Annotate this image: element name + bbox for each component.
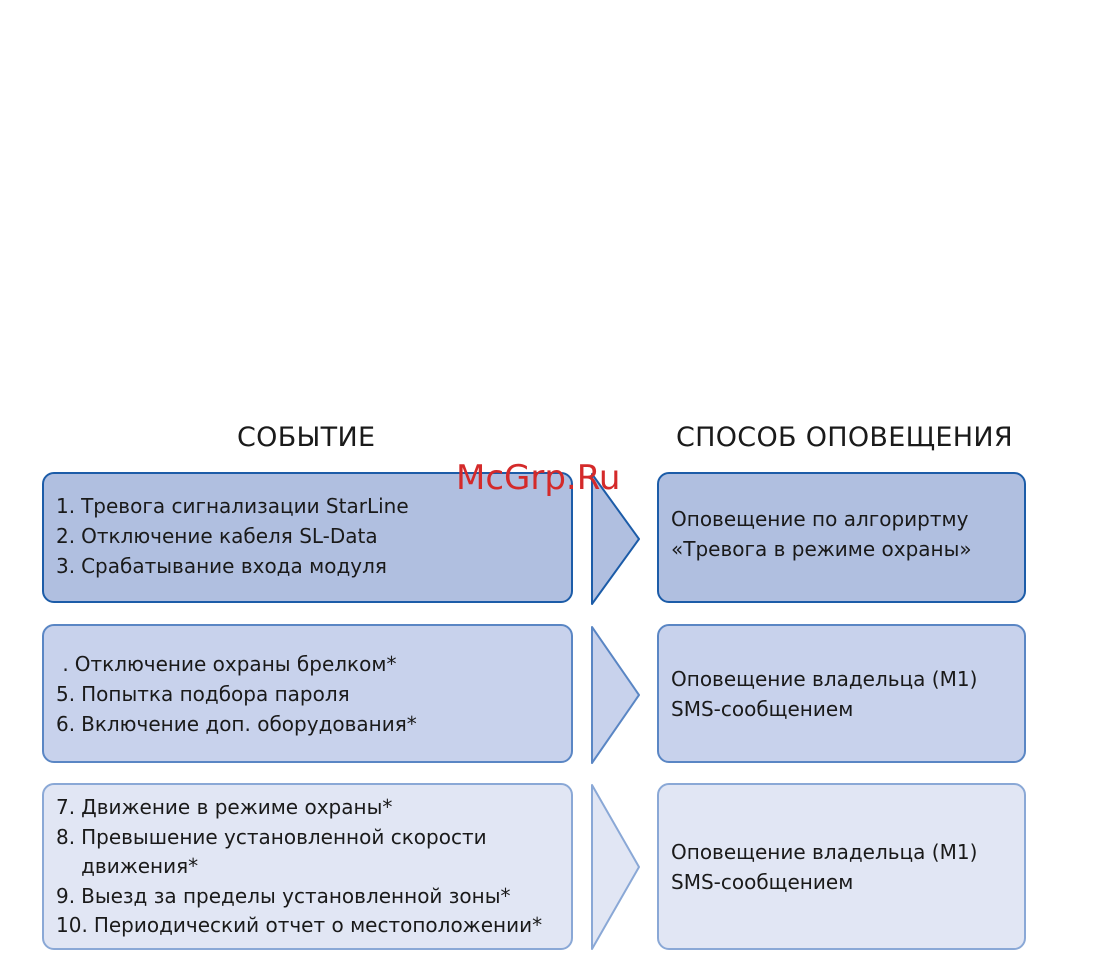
event-item (56, 823, 563, 882)
event-text: Включение доп. оборудования* (81, 712, 417, 736)
event-number: 8. (56, 824, 76, 849)
event-item (56, 882, 563, 912)
event-text: Превышение установленной скорости движения* (81, 824, 487, 878)
notify-text-3 (671, 837, 1016, 897)
event-text: Движение в режиме охраны* (81, 795, 393, 819)
arrow-chevron-2-icon (589, 625, 643, 765)
notify-line: Оповещение владельца (M1) (671, 840, 978, 864)
notify-text-1 (671, 504, 1016, 564)
event-text: Тревога сигнализации StarLine (81, 494, 409, 518)
event-text: Отключение охраны брелком* (74, 652, 397, 676)
arrow-chevron-3-icon (589, 783, 643, 951)
event-text: Выезд за пределы установленной зоны* (81, 883, 511, 908)
event-item (56, 521, 563, 551)
event-list-2 (56, 649, 563, 739)
event-list-3 (56, 793, 563, 941)
event-number: 7. (56, 795, 76, 819)
event-number: 3. (56, 554, 76, 578)
event-number: 6. (56, 712, 76, 736)
event-box-2 (42, 624, 573, 763)
event-item (56, 709, 563, 739)
event-item (56, 649, 563, 679)
event-text: Периодический отчет о местоположении* (93, 913, 543, 937)
notification-column-header: СПОСОБ ОПОВЕЩЕНИЯ (676, 422, 1013, 453)
event-number: 9. (56, 883, 76, 908)
event-text: Отключение кабеля SL-Data (81, 524, 378, 548)
notify-text-2 (671, 664, 1016, 724)
event-column-header: СОБЫТИЕ (237, 422, 376, 453)
notify-line: Оповещение владельца (M1) (671, 667, 978, 691)
event-text: Попытка подбора пароля (81, 682, 350, 706)
event-number: 5. (56, 682, 76, 706)
event-box-3 (42, 783, 573, 950)
notify-line: SMS-сообщением (671, 697, 854, 721)
event-number: . (56, 652, 69, 676)
event-number: 2. (56, 524, 76, 548)
watermark: McGrp.Ru (456, 458, 621, 498)
event-list-1 (56, 491, 563, 581)
notify-line: Оповещение по алгориртму (671, 507, 969, 531)
event-number: 1. (56, 494, 76, 518)
notify-box-1 (657, 472, 1026, 603)
event-item (56, 551, 563, 581)
event-item (56, 911, 563, 941)
event-number: 10. (56, 913, 88, 937)
notify-box-2 (657, 624, 1026, 763)
event-item (56, 679, 563, 709)
notify-line: «Тревога в режиме охраны» (671, 537, 972, 561)
notify-line: SMS-сообщением (671, 870, 854, 894)
event-text: Срабатывание входа модуля (81, 554, 387, 578)
notify-box-3 (657, 783, 1026, 950)
event-item (56, 793, 563, 823)
